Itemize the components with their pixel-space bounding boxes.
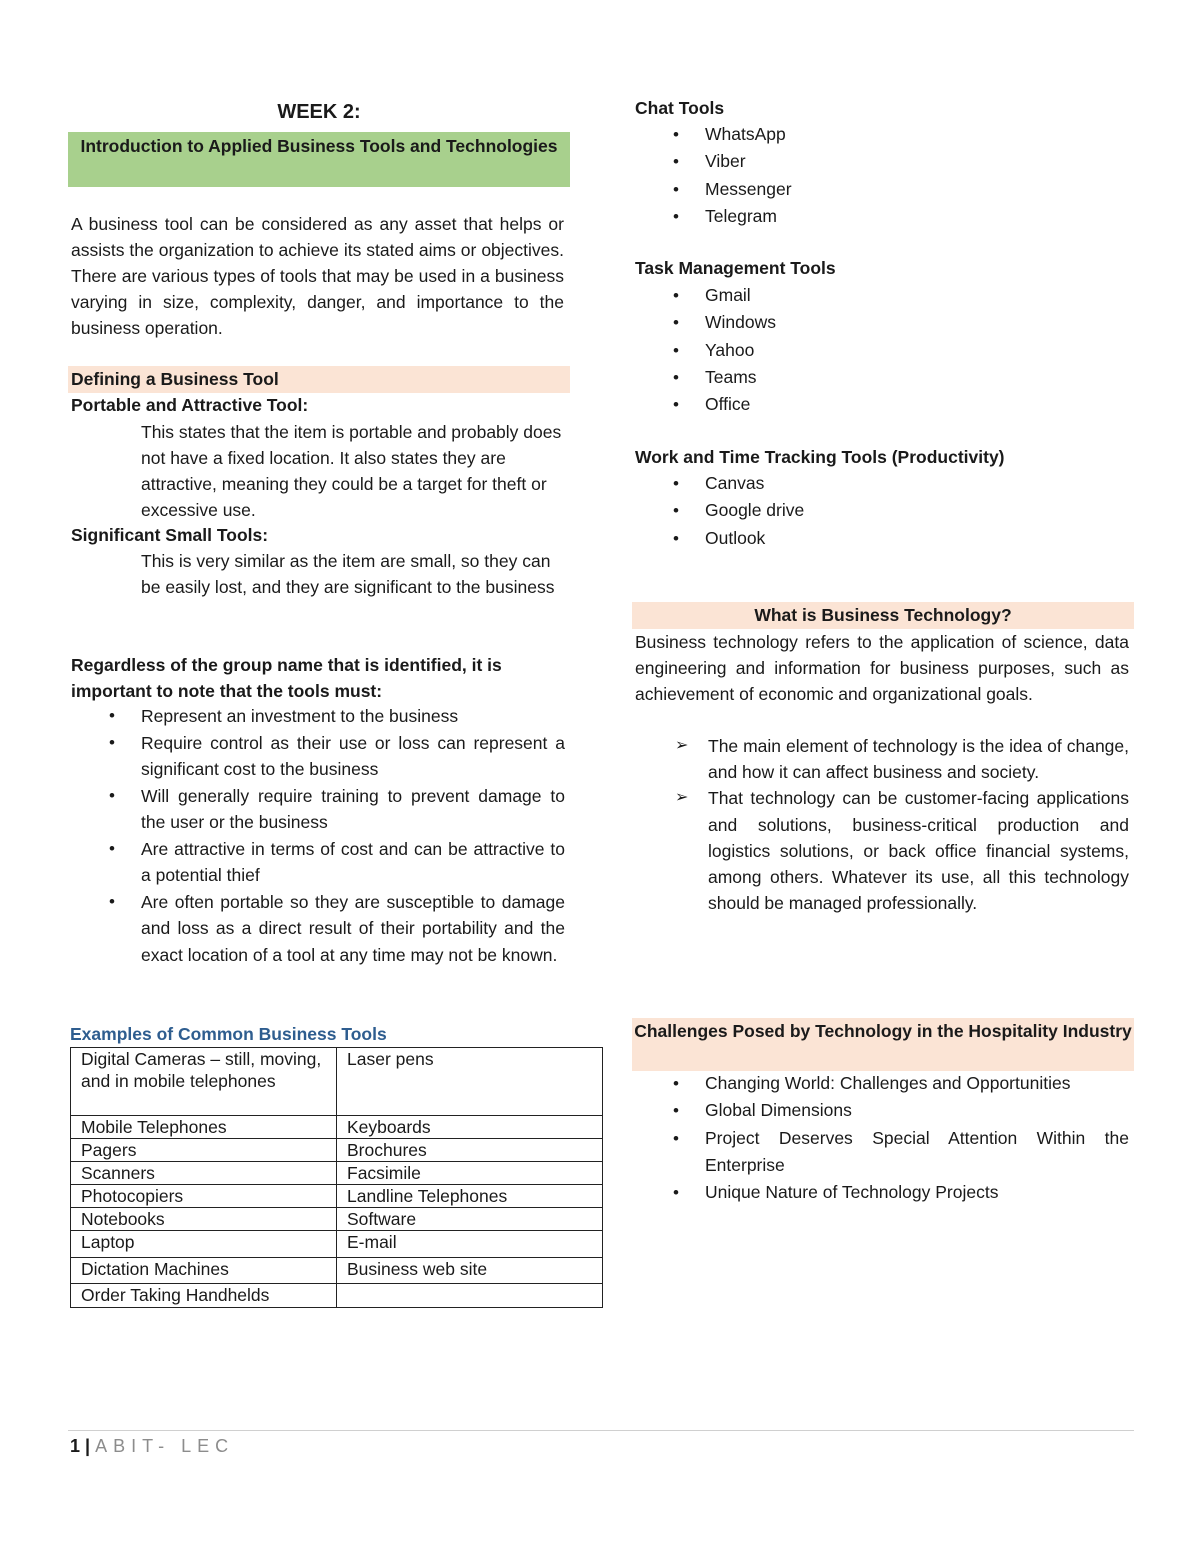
task-tools-list <box>635 282 1129 418</box>
list-item: • Will generally require training to prevent damage to the user or the business <box>71 783 565 836</box>
list-item: • Telegram <box>635 203 1129 230</box>
regardless-list <box>71 703 565 968</box>
list-item: • Viber <box>635 148 1129 175</box>
list-item: • Project Deserves Special Attention Within the Enterprise <box>635 1125 1129 1180</box>
table-cell: Digital Cameras – still, moving, and in mobile telephones <box>71 1048 337 1116</box>
list-item: • Unique Nature of Technology Projects <box>635 1179 1129 1206</box>
business-tech-points <box>635 733 1129 916</box>
table-cell: Facsimile <box>337 1162 603 1185</box>
list-item: • WhatsApp <box>635 121 1129 148</box>
list-item: • Changing World: Challenges and Opportunities <box>635 1070 1129 1097</box>
table-row <box>71 1185 603 1208</box>
list-item: • Teams <box>635 364 1129 391</box>
chat-tools-list <box>635 121 1129 230</box>
task-tools-heading: Task Management Tools <box>635 258 836 278</box>
list-item: • Outlook <box>635 525 1129 552</box>
table-cell <box>337 1284 603 1308</box>
table-cell: Photocopiers <box>71 1185 337 1208</box>
footer-divider <box>68 1430 1134 1431</box>
table-row <box>71 1231 603 1258</box>
examples-heading: Examples of Common Business Tools <box>70 1024 387 1044</box>
table-cell: Laptop <box>71 1231 337 1258</box>
small-tools-text: This is very similar as the item are small, so they can be easily lost, and they are significant to the business <box>141 551 555 597</box>
list-item: • Require control as their use or loss can represent a significant cost to the business <box>71 730 565 783</box>
examples-table <box>70 1047 603 1308</box>
page-number: 1 <box>70 1436 81 1456</box>
list-item: • Global Dimensions <box>635 1097 1129 1124</box>
list-item: • Canvas <box>635 470 1129 497</box>
list-item: • Messenger <box>635 176 1129 203</box>
chat-tools-heading: Chat Tools <box>635 98 725 118</box>
challenges-list <box>635 1070 1129 1206</box>
table-row <box>71 1139 603 1162</box>
table-cell: Laser pens <box>337 1048 603 1116</box>
challenges-heading: Challenges Posed by Technology in the Hospitality Industry <box>632 1018 1134 1071</box>
list-item: • Are attractive in terms of cost and can be attractive to a potential thief <box>71 836 565 889</box>
defining-heading: Defining a Business Tool <box>68 366 570 393</box>
page-title: Introduction to Applied Business Tools and Technologies <box>68 132 570 187</box>
regardless-heading: Regardless of the group name that is identified, it is important to note that the tools must: <box>71 655 502 701</box>
work-tools-list <box>635 470 1129 552</box>
table-cell: Software <box>337 1208 603 1231</box>
list-item: • Represent an investment to the business <box>71 703 565 730</box>
week-heading: WEEK 2: <box>277 101 361 123</box>
intro-paragraph: A business tool can be considered as any asset that helps or assists the organization to achieve its stated aims or objectives. There are various types of tools that may be used in a business varying in size, complexity, danger, and importance to the business operation. <box>71 214 564 338</box>
list-item: ➢ The main element of technology is the idea of change, and how it can affect business and society. <box>635 733 1129 785</box>
table-row <box>71 1258 603 1284</box>
table-row <box>71 1284 603 1308</box>
table-cell: Notebooks <box>71 1208 337 1231</box>
table-cell: E-mail <box>337 1231 603 1258</box>
list-item: ➢ That technology can be customer-facing applications and solutions, business-critical production and logistics solutions, or back office financial systems, among others. Whatever its use, all this technology should be managed professionally. <box>635 785 1129 916</box>
table-cell: Business web site <box>337 1258 603 1284</box>
footer-label: ABIT- LEC <box>95 1436 235 1456</box>
list-item: • Yahoo <box>635 337 1129 364</box>
table-cell: Mobile Telephones <box>71 1116 337 1139</box>
table-row <box>71 1162 603 1185</box>
page-footer <box>70 1433 234 1459</box>
table-row <box>71 1208 603 1231</box>
table-row <box>71 1116 603 1139</box>
business-tech-heading: What is Business Technology? <box>632 602 1134 629</box>
table-cell: Order Taking Handhelds <box>71 1284 337 1308</box>
small-tools-title: Significant Small Tools: <box>71 525 269 545</box>
work-tools-heading: Work and Time Tracking Tools (Productivity) <box>635 447 1005 467</box>
business-tech-text: Business technology refers to the application of science, data engineering and information for business purposes, such as achievement of economic and organizational goals. <box>635 632 1129 704</box>
list-item: • Are often portable so they are susceptible to damage and loss as a direct result of their portability and the exact location of a tool at any time may not be known. <box>71 889 565 969</box>
list-item: • Gmail <box>635 282 1129 309</box>
portable-text: This states that the item is portable and probably does not have a fixed location. It also states they are attractive, meaning they could be a target for theft or excessive use. <box>141 422 562 520</box>
portable-title: Portable and Attractive Tool: <box>71 395 309 415</box>
table-cell: Brochures <box>337 1139 603 1162</box>
list-item: • Windows <box>635 309 1129 336</box>
table-cell: Dictation Machines <box>71 1258 337 1284</box>
table-cell: Scanners <box>71 1162 337 1185</box>
table-cell: Pagers <box>71 1139 337 1162</box>
table-cell: Landline Telephones <box>337 1185 603 1208</box>
table-cell: Keyboards <box>337 1116 603 1139</box>
table-row <box>71 1048 603 1116</box>
list-item: • Office <box>635 391 1129 418</box>
footer-separator: | <box>80 1436 96 1456</box>
list-item: • Google drive <box>635 497 1129 524</box>
